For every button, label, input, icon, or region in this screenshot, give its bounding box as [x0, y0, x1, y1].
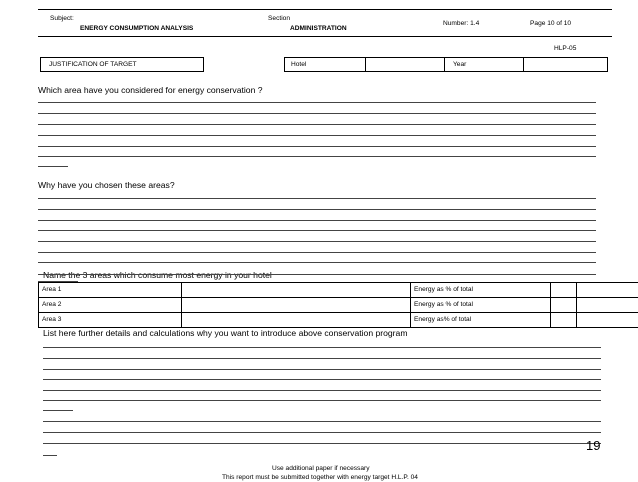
answer-line	[38, 230, 596, 231]
justification-box	[40, 57, 204, 72]
areas-table	[38, 282, 638, 328]
answer-line	[38, 274, 596, 275]
area-input[interactable]	[182, 313, 411, 328]
energy-percent-input[interactable]	[551, 298, 577, 313]
footer-note: Use additional paper if necessary	[272, 465, 370, 473]
document-number: Number: 1.4	[443, 20, 479, 28]
header-top-rule	[38, 9, 612, 10]
answer-line	[38, 135, 596, 136]
area-label: Area 2	[39, 298, 182, 313]
answer-line	[43, 347, 601, 348]
answer-line	[38, 252, 596, 253]
answer-line	[43, 432, 601, 433]
area-input[interactable]	[182, 283, 411, 298]
answer-line	[38, 262, 596, 263]
form-code: HLP-05	[554, 45, 576, 53]
answer-line	[43, 421, 601, 422]
answer-line	[43, 390, 601, 391]
hotel-label: Hotel	[291, 61, 306, 69]
question-4: List here further details and calculations why you want to introduce above conservation program	[43, 328, 407, 338]
extra-cell[interactable]	[577, 298, 638, 313]
question-3: Name the 3 areas which consume most energy in your hotel	[43, 270, 272, 280]
table-row	[39, 313, 638, 328]
answer-line	[43, 379, 601, 380]
answer-line	[38, 124, 596, 125]
answer-line-short	[43, 410, 73, 411]
answer-line	[38, 102, 596, 103]
hotel-input[interactable]	[365, 58, 445, 71]
answer-line	[43, 358, 601, 359]
extra-cell[interactable]	[577, 313, 638, 328]
area-label: Area 3	[39, 313, 182, 328]
question-2: Why have you chosen these areas?	[38, 180, 175, 190]
table-row	[39, 298, 638, 313]
page-number: 19	[586, 438, 600, 453]
extra-cell[interactable]	[577, 283, 638, 298]
section-value: ADMINISTRATION	[290, 25, 347, 33]
footer-note-2: This report must be submitted together with energy target H.L.P. 04	[222, 474, 418, 482]
answer-line	[38, 220, 596, 221]
justification-label: JUSTIFICATION OF TARGET	[49, 61, 137, 69]
energy-percent-input[interactable]	[551, 283, 577, 298]
answer-line	[38, 209, 596, 210]
answer-line-short	[43, 455, 57, 456]
table-row	[39, 283, 638, 298]
energy-percent-label: Energy as % of total	[411, 283, 551, 298]
answer-line	[38, 241, 596, 242]
answer-line	[43, 443, 601, 444]
energy-percent-label: Energy as % of total	[411, 298, 551, 313]
area-label: Area 1	[39, 283, 182, 298]
answer-line	[43, 369, 601, 370]
energy-percent-label: Energy as% of total	[411, 313, 551, 328]
page-indicator: Page 10 of 10	[530, 20, 571, 28]
hotel-year-box	[284, 57, 608, 72]
year-label: Year	[453, 61, 466, 69]
answer-line-short	[38, 166, 68, 167]
answer-line	[38, 146, 596, 147]
area-input[interactable]	[182, 298, 411, 313]
answer-line	[38, 113, 596, 114]
year-input[interactable]	[523, 58, 524, 71]
answer-line	[38, 156, 596, 157]
section-label: Section	[268, 15, 290, 23]
subject-label: Subject:	[50, 15, 74, 23]
answer-line	[38, 198, 596, 199]
question-1: Which area have you considered for energy conservation ?	[38, 85, 263, 95]
answer-line	[43, 400, 601, 401]
energy-percent-input[interactable]	[551, 313, 577, 328]
subject-value: ENERGY CONSUMPTION ANALYSIS	[80, 25, 193, 33]
header-bottom-rule	[38, 36, 612, 37]
